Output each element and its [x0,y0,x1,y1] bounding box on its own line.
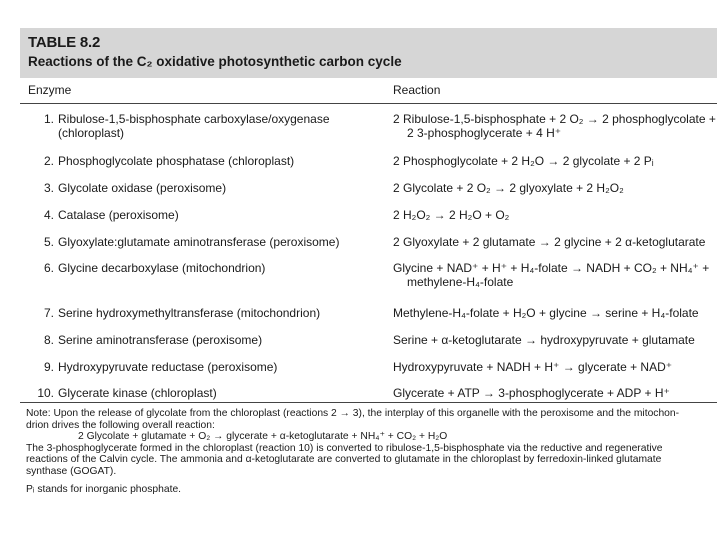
table-8-2 [20,28,717,495]
enzyme-cell: Ribulose-1,5-bisphosphate carboxylase/oxygenase [58,112,330,126]
note-text: drion drives the following overall reaction: [26,419,215,431]
enzyme-cell: Glyoxylate:glutamate aminotransferase (peroxisome) [58,235,340,249]
note-text: The 3-phosphoglycerate formed in the chloroplast (reaction 10) is converted to ribulose-1,5-bisphosphate via the reductive and regenerative [26,442,663,454]
reaction-column-header: Reaction [393,83,441,97]
enzyme-cell: Glycerate kinase (chloroplast) [58,386,217,400]
note-text: synthase (GOGAT). [26,465,117,477]
table-title: Reactions of the C₂ oxidative photosynthetic carbon cycle [28,54,402,69]
table-number: TABLE 8.2 [28,34,101,51]
row-number: 4. [43,208,54,222]
reaction-cell: 2 Ribulose-1,5-bisphosphate + 2 O₂ → 2 phosphoglycolate + [393,112,716,126]
note-text: reactions of the Calvin cycle. The ammonia and α-ketoglutarate are converted to glutamate in the chloroplast by ferredoxin-linked glutamate [26,454,662,466]
row-number: 2. [43,154,54,168]
enzyme-cell: Phosphoglycolate phosphatase (chloroplast) [58,154,295,168]
reaction-cell: 2 H₂O₂ → 2 H₂O + O₂ [393,208,510,222]
enzyme-cell: Catalase (peroxisome) [58,208,179,222]
enzyme-cell: Hydroxypyruvate reductase (peroxisome) [58,360,278,374]
enzyme-cell: Serine aminotransferase (peroxisome) [58,333,263,347]
reaction-cell: Glycerate + ATP → 3-phosphoglycerate + ADP + H⁺ [393,386,670,400]
enzyme-column-header: Enzyme [28,83,72,97]
row-number: 9. [43,360,54,374]
reaction-cell: 2 Glycolate + 2 O₂ → 2 glyoxylate + 2 H₂O₂ [393,181,624,195]
row-number: 6. [43,261,54,275]
row-number: 7. [43,306,54,320]
column-headers [20,78,717,104]
note-text: Note: Upon the release of glycolate from the chloroplast (reactions 2 → 3), the interplay of this organelle with the peroxisome and the mitochon- [26,408,680,419]
row-number: 1. [43,112,54,126]
enzyme-cell: Serine hydroxymethyltransferase (mitochondrion) [58,306,321,320]
enzyme-cell-line2: (chloroplast) [58,126,125,140]
reaction-cell: Hydroxypyruvate + NADH + H⁺ → glycerate + NAD⁺ [393,360,673,374]
row-number: 5. [43,235,54,249]
reaction-cell-line2: methylene-H₄-folate [407,275,514,289]
enzyme-cell: Glycine decarboxylase (mitochondrion) [58,261,266,275]
table-header [20,28,717,78]
table-bottom-rule [20,402,717,403]
row-number: 10. [37,386,54,400]
row-number: 3. [43,181,54,195]
enzyme-cell: Glycolate oxidase (peroxisome) [58,181,227,195]
note-footnote: Pᵢ stands for inorganic phosphate. [26,483,182,495]
reaction-cell: Glycine + NAD⁺ + H⁺ + H₄-folate → NADH + CO₂ + NH₄⁺ + [393,261,710,275]
reaction-cell: 2 Glyoxylate + 2 glutamate → 2 glycine + 2 α-ketoglutarate [393,235,706,249]
row-number: 8. [43,333,54,347]
reaction-cell-line2: 2 3-phosphoglycerate + 4 H⁺ [407,126,562,140]
reaction-cell: Serine + α-ketoglutarate → hydroxypyruvate + glutamate [393,333,695,347]
note-overall-equation: 2 Glycolate + glutamate + O₂ → glycerate + α-ketoglutarate + NH₄⁺ + CO₂ + H₂O [78,431,448,443]
reaction-cell: 2 Phosphoglycolate + 2 H₂O → 2 glycolate + 2 Pᵢ [393,154,654,168]
reaction-cell: Methylene-H₄-folate + H₂O + glycine → serine + H₄-folate [393,306,699,320]
table-note [26,408,714,495]
